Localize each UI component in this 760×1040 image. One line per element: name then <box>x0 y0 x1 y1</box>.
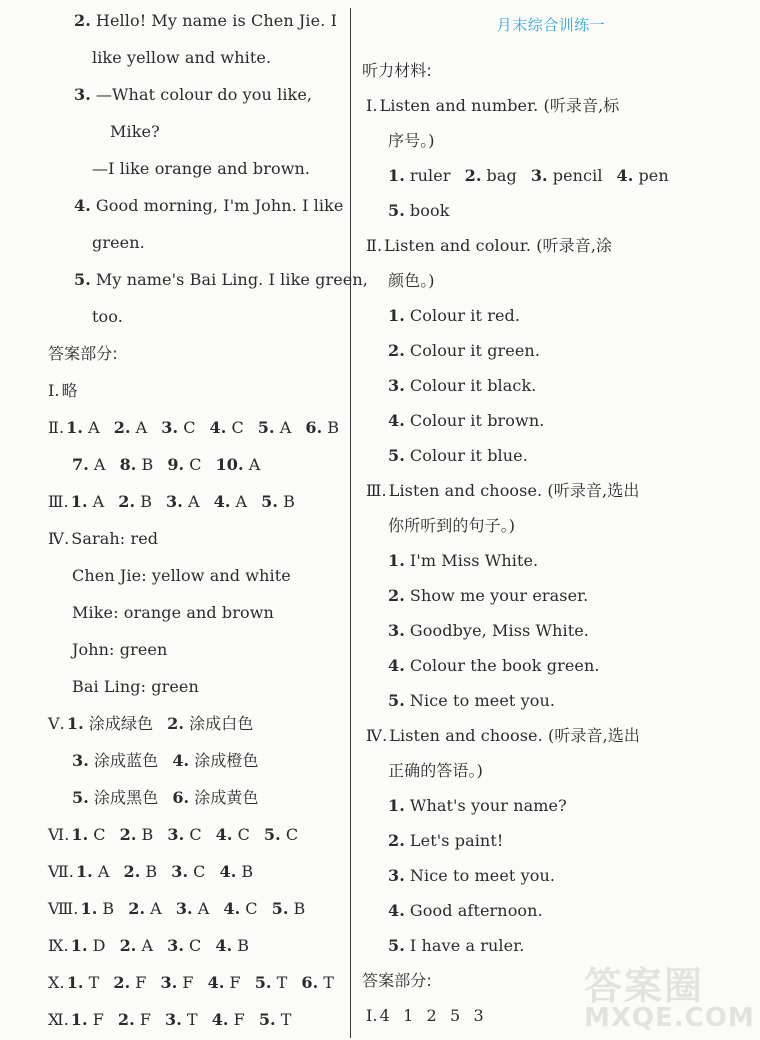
answers-heading <box>48 343 118 365</box>
roman-numeral: Ⅱ. <box>366 236 383 255</box>
item-number: 5. <box>388 446 405 465</box>
item-number: 2. <box>388 831 405 850</box>
item-number: 1. <box>388 796 405 815</box>
section-title <box>388 270 435 292</box>
answer-line-ii <box>48 417 339 439</box>
item-number: 2. <box>113 973 131 992</box>
item-answer: book <box>409 201 450 220</box>
item-answer: B <box>241 862 254 881</box>
item-answer: F <box>139 1010 152 1029</box>
item-answer: D <box>92 936 106 955</box>
item-number: 1. <box>66 418 84 437</box>
item-answer: C <box>189 825 202 844</box>
heading-text: 答案部分: <box>362 971 432 990</box>
item-answer: Show me your eraser. <box>409 586 589 605</box>
item-answer: C <box>189 455 202 474</box>
section-item <box>388 375 536 397</box>
section-title <box>366 725 640 747</box>
answer-text: Bai Ling: green <box>72 677 199 696</box>
item-number: 4. <box>388 411 405 430</box>
item-number: 9. <box>167 455 185 474</box>
item-number: 3. <box>388 376 405 395</box>
item-number: 3. <box>166 492 183 511</box>
item-answer: B <box>141 455 154 474</box>
section-title <box>388 130 435 152</box>
item-number: 5. <box>271 899 289 918</box>
answer-text: John: green <box>72 640 168 659</box>
item-number: 3. <box>160 973 178 992</box>
answer-line-iv <box>72 639 167 661</box>
section-title-text: Listen and choose. (听录音,选出 <box>389 726 641 745</box>
section-item <box>388 550 538 572</box>
item-number: 3. <box>161 418 179 437</box>
item-answer: T <box>323 973 335 992</box>
dialog-text: like yellow and white. <box>92 48 272 67</box>
item-answer: Colour it brown. <box>409 411 545 430</box>
item-number: 1. <box>75 862 93 881</box>
item-number: 3. <box>175 899 193 918</box>
item-answer: B <box>140 492 153 511</box>
answer-line-x <box>48 972 334 994</box>
item-number: 4. <box>388 656 405 675</box>
dialog-line <box>74 10 337 32</box>
heading-text: 答案部分: <box>48 344 118 363</box>
item-answer: I'm Miss White. <box>409 551 539 570</box>
item-number: 10. <box>215 455 244 474</box>
answer-line-ix <box>48 935 249 957</box>
item-answer: A <box>248 455 261 474</box>
watermark-url: MXQE.COM <box>584 1003 755 1033</box>
item-answer: C <box>93 825 106 844</box>
item-number: 3. <box>74 85 91 104</box>
dialog-text: Good morning, I'm John. I like <box>95 196 344 215</box>
item-number: 3. <box>388 621 405 640</box>
item-number: 2. <box>74 11 91 30</box>
section-item <box>388 305 520 327</box>
section-item <box>388 585 588 607</box>
item-number: 1. <box>388 166 405 185</box>
item-number: 5. <box>74 270 91 289</box>
roman-numeral: Ⅴ. <box>48 714 65 733</box>
roman-numeral: Ⅳ. <box>366 726 388 745</box>
item-answer: I have a ruler. <box>409 936 525 955</box>
section-item <box>388 865 555 887</box>
item-answer: A <box>135 418 148 437</box>
item-answer: A <box>279 418 292 437</box>
item-answer: A <box>141 936 154 955</box>
roman-numeral: Ⅳ. <box>48 529 70 548</box>
dialog-line <box>92 306 123 328</box>
answer-line-xi <box>48 1009 292 1031</box>
answer-line-vii <box>48 861 253 883</box>
item-number: 4. <box>74 196 91 215</box>
item-answer: Colour the book green. <box>409 656 600 675</box>
item-number: 2. <box>388 586 405 605</box>
item-number: 5. <box>254 973 272 992</box>
item-number: 6. <box>305 418 323 437</box>
item-number: 2. <box>464 166 482 185</box>
section-title-text: 颜色。) <box>388 271 435 290</box>
item-answer: bag <box>486 166 517 185</box>
item-number: 4. <box>209 418 227 437</box>
item-number: 4. <box>219 862 237 881</box>
section-title-text: Listen and colour. (听录音,涂 <box>384 236 613 255</box>
answer-line-iv <box>72 602 274 624</box>
item-number: 3. <box>388 866 405 885</box>
answer-line-i <box>366 1005 484 1027</box>
item-answer: A <box>235 492 248 511</box>
section-title <box>366 480 639 502</box>
item-answer: C <box>189 936 202 955</box>
answer-line-viii <box>48 898 305 920</box>
section-item <box>388 200 450 222</box>
dialog-line <box>74 84 312 106</box>
item-answer: 涂成橙色 <box>194 751 259 770</box>
dialog-text: —What colour do you like, <box>95 85 313 104</box>
answer-line-i <box>48 380 78 402</box>
answer-text: 略 <box>61 381 78 400</box>
item-answer: F <box>135 973 147 992</box>
item-answer: A <box>92 492 105 511</box>
item-number: 1. <box>70 1010 88 1029</box>
item-answer: B <box>237 936 250 955</box>
item-answer: B <box>283 492 295 511</box>
item-answer: Colour it green. <box>409 341 541 360</box>
item-number: 3. <box>167 825 185 844</box>
section-item <box>388 795 567 817</box>
section-title <box>366 235 612 257</box>
item-answer: C <box>245 899 258 918</box>
dialog-line <box>74 195 343 217</box>
item-answer: T <box>88 973 100 992</box>
item-number: 1. <box>70 492 88 511</box>
item-answer: A <box>187 492 200 511</box>
item-number: 4. <box>207 973 225 992</box>
item-answer: C <box>231 418 244 437</box>
item-answer: What's your name? <box>409 796 567 815</box>
answer-text: Chen Jie: yellow and white <box>72 566 291 585</box>
item-number: 2. <box>119 936 137 955</box>
item-answer: Colour it red. <box>409 306 521 325</box>
item-number: 4. <box>215 936 233 955</box>
answer-line-vi <box>48 824 298 846</box>
watermark-text: 答案圈 <box>584 964 705 1008</box>
item-number: 5. <box>388 201 405 220</box>
item-answer: 涂成蓝色 <box>93 751 159 770</box>
section-item <box>388 655 600 677</box>
item-answer: A <box>150 899 162 918</box>
roman-numeral: Ⅶ. <box>48 862 74 881</box>
dialog-text: My name's Bai Ling. I like green, <box>95 270 368 289</box>
item-answer: Colour it black. <box>409 376 537 395</box>
section-item <box>388 830 503 852</box>
roman-numeral: Ⅱ. <box>48 418 65 437</box>
item-number: 3. <box>167 936 185 955</box>
item-answer: 涂成黄色 <box>194 788 259 807</box>
item-number: 5. <box>258 1010 276 1029</box>
dialog-line <box>74 269 368 291</box>
item-number: 3. <box>72 751 89 770</box>
section-title-text: 你所听到的句子。) <box>388 516 516 535</box>
answer-text: Sarah: red <box>71 529 159 548</box>
item-number: 5. <box>261 492 279 511</box>
item-answer: 涂成白色 <box>189 714 254 733</box>
dialog-line <box>92 232 145 254</box>
answer-line-v <box>72 750 259 772</box>
item-number: 1. <box>80 899 98 918</box>
item-answer: F <box>182 973 194 992</box>
item-answer: B <box>327 418 340 437</box>
dialog-text: Mike? <box>110 122 160 141</box>
item-answer: Let's paint! <box>409 831 504 850</box>
item-number: 2. <box>167 714 185 733</box>
item-number: 2. <box>128 899 146 918</box>
item-number: 5. <box>263 825 281 844</box>
item-answer: C <box>183 418 196 437</box>
section-title-text: 正确的答语。) <box>388 761 483 780</box>
item-number: 3. <box>171 862 189 881</box>
item-number: 1. <box>71 825 89 844</box>
section-item <box>388 620 589 642</box>
item-number: 1. <box>388 306 405 325</box>
roman-numeral: Ⅲ. <box>48 492 69 511</box>
heading-text: 听力材料: <box>362 61 432 80</box>
answer-line-iv <box>48 528 158 550</box>
item-number: 1. <box>70 936 88 955</box>
section-item <box>388 690 555 712</box>
item-answer: pen <box>638 166 669 185</box>
item-number: 1. <box>66 714 84 733</box>
section-item <box>388 445 528 467</box>
item-number: 4. <box>172 751 190 770</box>
answer-text: Mike: orange and brown <box>72 603 274 622</box>
item-answer: ruler <box>409 166 451 185</box>
item-number: 5. <box>257 418 275 437</box>
page-title: 月末综合训练一 <box>496 16 606 34</box>
item-number: 4. <box>616 166 634 185</box>
item-answer: A <box>97 862 110 881</box>
roman-numeral: Ⅰ. <box>366 96 378 115</box>
item-number: 1. <box>388 551 405 570</box>
answers-heading <box>362 970 432 992</box>
section-title-text: 序号。) <box>388 131 435 150</box>
item-answer: Colour it blue. <box>409 446 528 465</box>
item-answer: F <box>233 1010 245 1029</box>
dialog-line <box>92 47 271 69</box>
item-number: 2. <box>123 862 141 881</box>
item-answer: 涂成黑色 <box>93 788 159 807</box>
dialog-text: Hello! My name is Chen Jie. I <box>95 11 338 30</box>
item-answer: A <box>88 418 100 437</box>
item-answer: B <box>145 862 158 881</box>
item-answer: F <box>229 973 241 992</box>
item-number: 4. <box>215 825 233 844</box>
answer-line-v <box>48 713 253 735</box>
item-answer: B <box>102 899 115 918</box>
section-title <box>388 760 483 782</box>
item-number: 3. <box>530 166 548 185</box>
section-title <box>388 515 515 537</box>
item-number: 5. <box>72 788 89 807</box>
item-answer: Goodbye, Miss White. <box>409 621 589 640</box>
roman-numeral: Ⅷ. <box>48 899 79 918</box>
item-number: 4. <box>213 492 231 511</box>
column-divider <box>350 8 351 1038</box>
item-number: 4. <box>388 901 405 920</box>
answer-line-iii <box>48 491 295 513</box>
roman-numeral: Ⅸ. <box>48 936 69 955</box>
item-number: 6. <box>172 788 190 807</box>
item-answer: B <box>141 825 154 844</box>
section-item <box>388 410 544 432</box>
section-item <box>388 935 524 957</box>
item-answer: B <box>293 899 306 918</box>
answer-line-iv <box>72 565 291 587</box>
watermark-logo <box>584 955 754 1035</box>
item-answer: F <box>92 1010 104 1029</box>
item-number: 4. <box>223 899 241 918</box>
item-answer: T <box>276 973 288 992</box>
section-item <box>388 340 540 362</box>
section-item <box>388 900 543 922</box>
roman-numeral: Ⅰ. <box>366 1006 378 1025</box>
item-number: 6. <box>301 973 319 992</box>
item-answer: 涂成绿色 <box>88 714 154 733</box>
item-answer: A <box>197 899 210 918</box>
item-number: 2. <box>113 418 131 437</box>
item-answer: Nice to meet you. <box>409 691 556 710</box>
item-number: 3. <box>165 1010 182 1029</box>
item-answer: C <box>285 825 299 844</box>
section-title <box>366 95 619 117</box>
section-title-text: Listen and choose. (听录音,选出 <box>388 481 640 500</box>
roman-numeral: Ⅺ. <box>48 1010 69 1029</box>
item-number: 8. <box>119 455 137 474</box>
item-answer: C <box>237 825 250 844</box>
item-answer: pencil <box>552 166 603 185</box>
item-number: 2. <box>117 1010 135 1029</box>
item-answer: A <box>93 455 106 474</box>
answer-text: 4 1 2 5 3 <box>379 1006 484 1025</box>
answer-line-ii-cont <box>72 454 260 476</box>
section-item <box>388 165 669 187</box>
roman-numeral: Ⅹ. <box>48 973 65 992</box>
item-answer: Good afternoon. <box>409 901 543 920</box>
roman-numeral: Ⅰ. <box>48 381 60 400</box>
dialog-line <box>92 158 310 180</box>
item-answer: T <box>186 1010 198 1029</box>
item-number: 5. <box>388 691 405 710</box>
item-number: 5. <box>388 936 405 955</box>
answer-line-v <box>72 787 259 809</box>
item-answer: C <box>193 862 206 881</box>
item-answer: Nice to meet you. <box>409 866 556 885</box>
dialog-line <box>110 121 160 143</box>
item-number: 2. <box>388 341 405 360</box>
roman-numeral: Ⅲ. <box>366 481 387 500</box>
item-number: 2. <box>118 492 136 511</box>
dialog-text: green. <box>92 233 145 252</box>
roman-numeral: Ⅵ. <box>48 825 70 844</box>
item-number: 1. <box>66 973 84 992</box>
dialog-text: —I like orange and brown. <box>92 159 311 178</box>
item-number: 4. <box>211 1010 229 1029</box>
dialog-text: too. <box>92 307 123 326</box>
material-heading <box>362 60 432 82</box>
section-title-text: Listen and number. (听录音,标 <box>379 96 620 115</box>
item-number: 7. <box>72 455 89 474</box>
item-answer: T <box>280 1010 292 1029</box>
answer-line-iv <box>72 676 199 698</box>
item-number: 2. <box>119 825 137 844</box>
